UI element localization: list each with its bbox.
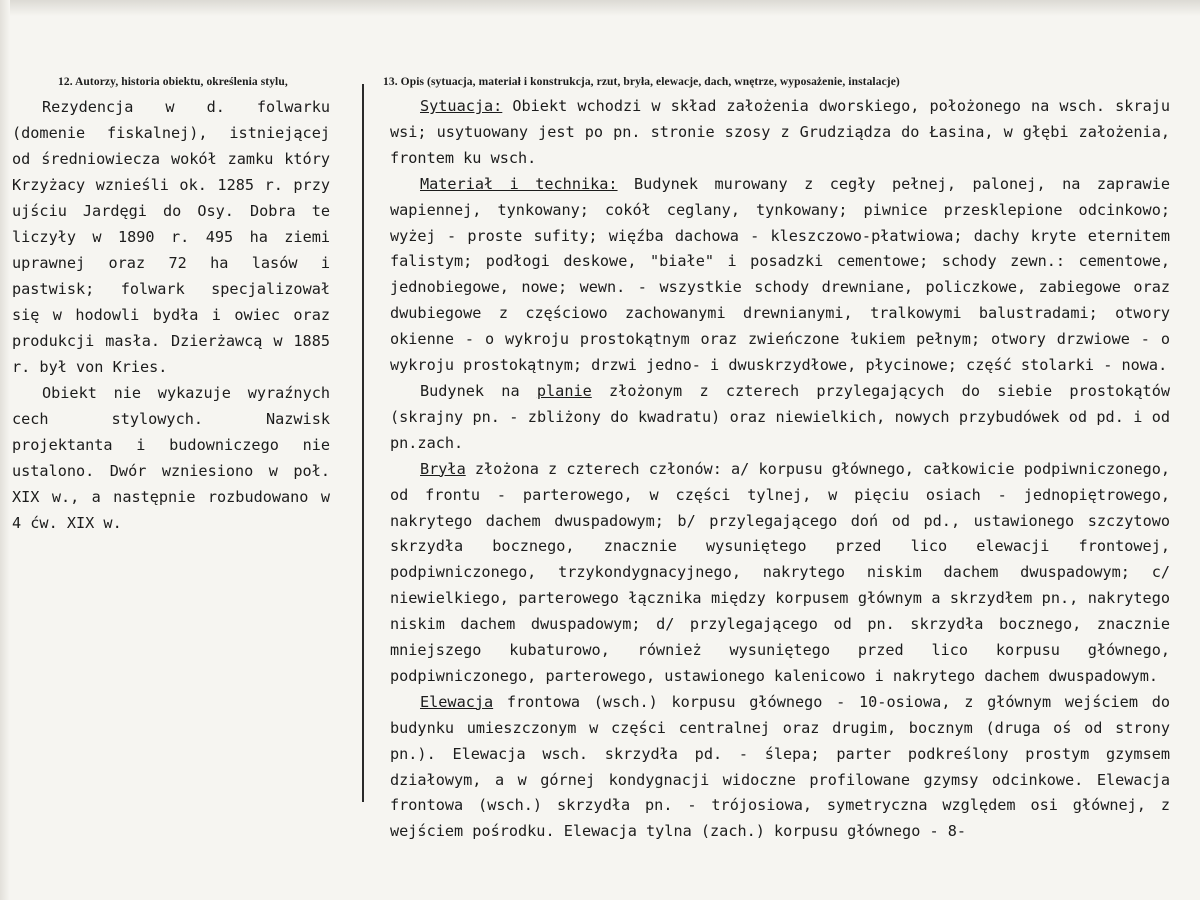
style-paragraph: Obiekt nie wykazuje wyraźnych cech stylowych. Nazwisk projektanta i budowniczego nie ustalono. Dwór wzniesiono w poł. XIX w., a następnie rozbudowano w 4 ćw. XIX w.: [12, 384, 330, 532]
mass-paragraph: [390, 457, 1170, 690]
situation-text: Obiekt wchodzi w skład założenia dworskiego, położonego na wsch. skraju wsi; usytuowany jest po pn. stronie szosy z Grudziądza do Łasina, w głębi założenia, frontem ku wsch.: [390, 97, 1170, 167]
elevation-paragraph: [390, 690, 1170, 845]
material-text: Budynek murowany z cegły pełnej, palonej, na zaprawie wapiennej, tynkowany; cokół ceglany, tynkowany; piwnice przesklepione odcinkowo; wyżej - proste sufity; więźba dachowa - kleszczowo-płatwiowa; dachy kryte eternitem falistym; podłogi deskowe, "białe" i posadzki cementowe; schody zewn.: cementowe, jednobiegowe, nowe; wewn. - wszystkie schody drewniane, policzkowe, zabiegowe oraz dwubiegowe z częściowo zachowanymi drewnianymi, tralkowymi balustradami; otwory okienne - o wykroju prostokątnym oraz zwieńczone łukiem pełnym; otwory drzwiowe - o wykroju prostokątnym; drzwi jedno- i dwuskrzydłowe, płycinowe; część stolarki - nowa.: [390, 174, 1170, 375]
situation-term: Sytuacja:: [420, 97, 503, 115]
mass-term: Bryła: [420, 459, 466, 478]
history-column: [12, 94, 330, 536]
section-12-header: 12. Autorzy, historia obiektu, określenia stylu,: [58, 76, 288, 88]
situation-paragraph: [390, 94, 1170, 172]
elevation-text: frontowa (wsch.) korpusu głównego - 10-osiowa, z głównym wejściem do budynku umieszczonym w części centralnej oraz drugim, bocznym (druga oś od strony pn.). Elewacja wsch. skrzydła pd. - ślepa; parter podkreślony prostym gzymsem działowym, a w górnej kondygnacji widoczne profilowane gzymsy odcinkowe. Elewacja frontowa (wsch.) skrzydła pn. - trójosiowa, symetryczna względem osi głównej, z wejściem pośrodku. Elewacja tylna (zach.) korpusu głównego - 8-: [390, 692, 1170, 841]
material-term: Materiał i technika:: [420, 174, 618, 193]
elevation-term: Elewacja: [420, 692, 494, 711]
history-paragraph: Rezydencja w d. folwarku (domenie fiskalnej), istniejącej od średniowiecza wokół zamku który Krzyżacy wznieśli ok. 1285 r. przy ujściu Jardęgi do Osy. Dobra te liczyły w 1890 r. 495 ha ziemi uprawnej oraz 72 ha lasów i pastwisk; folwark specjalizował się w hodowli bydła i owiec oraz produkcji masła. Dzierżawcą w 1885 r. był von Kries.: [12, 98, 330, 376]
description-column: [390, 94, 1170, 845]
column-divider: [362, 84, 364, 802]
plan-paragraph: [390, 379, 1170, 457]
plan-text: złożonym z czterech przylegających do siebie prostokątów (skrajny pn. - zbliżony do kwadratu) oraz niewielkich, nowych przybudówek od pd. i od pn.zach.: [390, 381, 1170, 452]
material-paragraph: [390, 172, 1170, 379]
plan-term: planie: [536, 381, 592, 400]
section-13-header: 13. Opis (sytuacja, materiał i konstrukcja, rzut, bryła, elewacje, dach, wnętrze, wyposażenie, instalacje): [383, 76, 900, 88]
page-edge-shadow: [0, 0, 1200, 16]
mass-text: złożona z czterech członów: a/ korpusu głównego, całkowicie podpiwniczonego, od frontu - parterowego, w części tylnej, w pięciu osiach - jednopiętrowego, nakrytego dachem dwuspadowym; b/ przylegającego doń od pd., ustawionego szczytowo skrzydła bocznego, znacznie wysuniętego przed lico elewacji frontowej, podpiwniczonego, trzykondygnacyjnego, nakrytego niskim dachem dwuspadowym; c/ niewielkiego, parterowego łącznika między korpusem głównym a skrzydłem pn., nakrytego niskim dachem dwuspadowym; d/ przylegającego od pn. skrzydła bocznego, znacznie mniejszego kubaturowo, również wysuniętego przed lico korpusu głównego, podpiwniczonego, parterowego, ustawionego kalenicowo i nakrytego dachem dwuspadowym.: [390, 459, 1170, 685]
plan-lead: Budynek na: [420, 381, 537, 400]
page-left-shadow: [0, 0, 10, 900]
